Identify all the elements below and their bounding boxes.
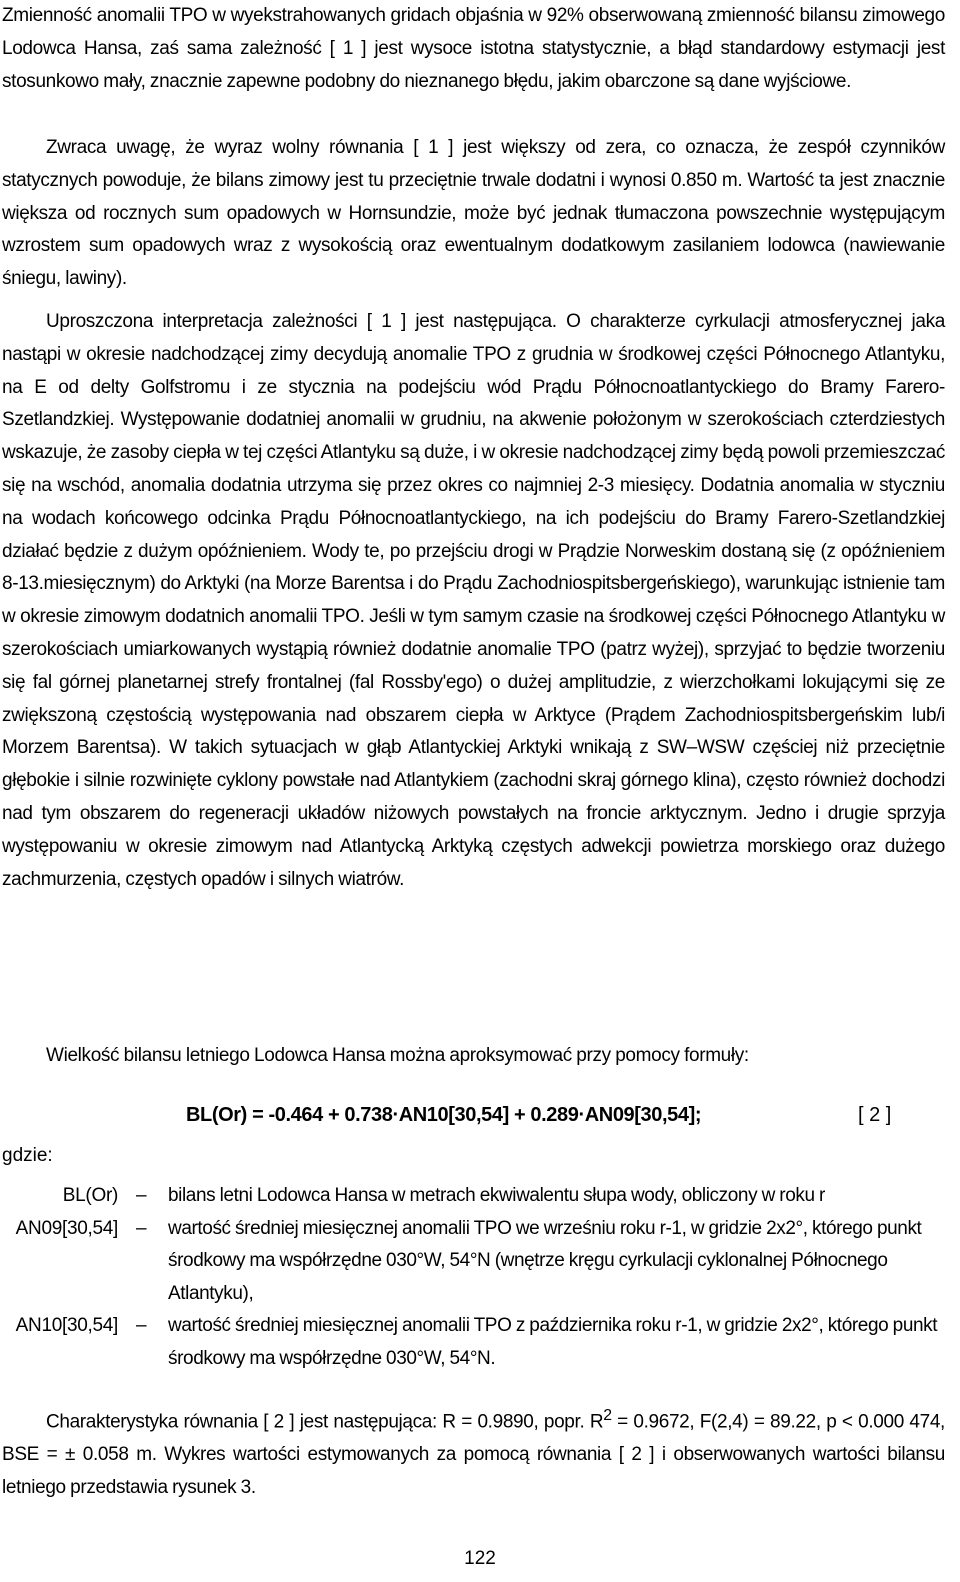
superscript-two: 2 xyxy=(603,1407,612,1424)
definition-symbol: AN10[30,54] xyxy=(15,1315,118,1336)
definition-text: bilans letni Lodowca Hansa w metrach ekwiwalentu słupa wody, obliczony w roku r xyxy=(168,1185,825,1206)
definition-symbol: BL(Or) xyxy=(62,1185,118,1206)
paragraph-summer-balance-intro: Wielkość bilansu letniego Lodowca Hansa można aproksymować przy pomocy formuły: xyxy=(46,1045,749,1066)
definition-item xyxy=(0,1180,960,1213)
definition-text: wartość średniej miesięcznej anomalii TPO z października roku r-1, w gridzie 2x2°, którego punkt środkowy ma współrzędne 030°W, 54°N. xyxy=(168,1315,938,1369)
definition-dash: – xyxy=(136,1217,147,1239)
definition-item xyxy=(0,1310,960,1375)
definition-item xyxy=(0,1213,960,1311)
definitions-list xyxy=(0,1180,960,1375)
definition-symbol: AN09[30,54] xyxy=(15,1217,118,1239)
paragraph-interpretation: Uproszczona interpretacja zależności [ 1 ] jest następująca. O charakterze cyrkulacji atmosferycznej jaka nastąpi w okresie nadchodzącej zimy decydują anomalie TPO z grudnia w środkowej części Północnego Atlantyku, na E od delty Golfstromu i ze stycznia na podejściu wód Prądu Północnoatlantyckiego do Bramy Farero-Szetlandzkiej. Występowanie dodatniej anomalii w grudniu, na akwenie położonym w szerokościach czterdziestych wskazuje, że zasoby ciepła w tej części Atlantyku są duże, i w okresie nadchodzącej zimy będą powoli przemieszczać się na wschód, anomalia dodatnia utrzyma się przez okres co najmniej 2-3 miesięcy. Dodatnia anomalia w styczniu na wodach końcowego odcinka Prądu Północnoatlantyckiego, na ich podejściu do Bramy Farero-Szetlandzkiej działać będzie z dużym opóźnieniem. Wody te, po przejściu drogi w Prądzie Norweskim dostaną się (z opóźnieniem 8-13.miesięcznym) do Arktyki (na Morze Barentsa i do Prądu Zachodniospitsbergeńskiego), warunkując istnienie tam w okresie zimowym dodatnich anomalii TPO. Jeśli w tym samym czasie na środkowej części Północnego Atlantyku w szerokościach umiarkowanych wystąpią również dodatnie anomalie TPO (patrz wyżej), sprzyjać to będzie tworzeniu się fal górnej planetarnej strefy frontalnej (fal Rossby'ego) o dużej amplitudzie, z wierzchołkami lokującymi się ze zwiększoną częstością występowania nad obszarem ciepła w Arktyce (Prądem Zachodniospitsbergeńskim lub/i Morzem Barentsa). W takich sytuacjach w głąb Atlantyckiej Arktyki wnikają z SW–WSW częściej niż przeciętnie głębokie i silnie rozwinięte cyklony powstałe nad Atlantykiem (zachodni skraj górnego klina), często również dochodzi nad tym obszarem do regeneracji układów niżowych powstałych na froncie arktycznym. Jedno i drugie sprzyja występowaniu w okresie zimowym nad Atlantycką Arktyką częstych adwekcji powietrza morskiego oraz dużego zachmurzenia, częstych opadów i silnych wiatrów. xyxy=(2,311,945,890)
paragraph-variance-explained: Zmienność anomalii TPO w wyekstrahowanych gridach objaśnia w 92% obserwowaną zmienność bilansu zimowego Lodowca Hansa, zaś sama zależność [ 1 ] jest wysoce istotna statystycznie, a błąd standardowy estymacji jest stosunkowo mały, znacznie zapewne podobny do nieznanego błędu, jakim obarczone są dane wyjściowe. xyxy=(2,5,945,92)
statistics-text-end: = 0.9672, F(2,4) = 89.22, p < 0.000 474, BSE = ± 0.058 m. Wykres wartości estymowanych za pomocą równania [ 2 ] i obserwowanych wartości bilansu letniego przedstawia rysunek 3. xyxy=(2,1411,945,1498)
definition-dash: – xyxy=(136,1315,147,1336)
page-number: 122 xyxy=(464,1548,496,1569)
paragraph-equation-statistics xyxy=(2,1400,945,1505)
statistics-text-start: Charakterystyka równania [ 2 ] jest następująca: R = 0.9890, popr. R xyxy=(46,1411,604,1433)
equation-block xyxy=(0,1100,960,1140)
definition-text: wartość średniej miesięcznej anomalii TPO we wrześniu roku r-1, w gridzie 2x2°, którego punkt środkowy ma współrzędne 030°W, 54°N (wnętrze kręgu cyrkulacji cyklonalnej Północnego Atlantyku), xyxy=(168,1217,922,1304)
where-label: gdzie: xyxy=(2,1145,53,1166)
equation-number: [ 2 ] xyxy=(858,1104,892,1126)
equation-formula: BL(Or) = -0.464 + 0.738·AN10[30,54] + 0.289·AN09[30,54]; xyxy=(186,1104,702,1126)
paragraph-intercept: Zwraca uwagę, że wyraz wolny równania [ 1 ] jest większy od zera, co oznacza, że zespół czynników statycznych powoduje, że bilans zimowy jest tu przeciętnie trwale dodatni i wynosi 0.850 m. Wartość ta jest znacznie większa od rocznych sum opadowych w Hornsundzie, może być jednak tłumaczona powszechnie występującym wzrostem sum opadowych wraz z wysokością oraz ewentualnym dodatkowym zasilaniem lodowca (nawiewanie śniegu, lawiny). xyxy=(2,137,945,290)
definition-dash: – xyxy=(136,1185,147,1206)
